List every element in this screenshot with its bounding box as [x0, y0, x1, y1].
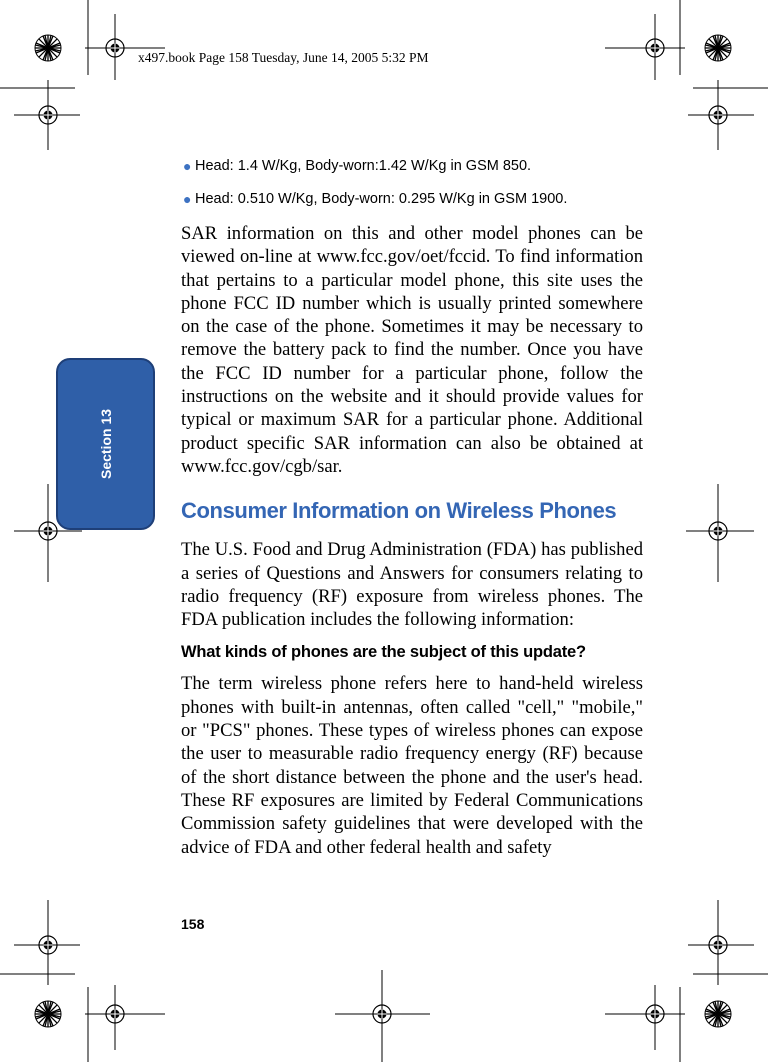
sar-bullet-gsm850 [181, 156, 643, 176]
bullet-text: Head: 1.4 W/Kg, Body-worn:1.42 W/Kg in GSM 850. [195, 158, 532, 174]
bullet-dot-icon: ● [183, 191, 192, 207]
sar-bullet-gsm1900 [181, 189, 643, 209]
page-number: 158 [181, 916, 205, 932]
print-header-stamp: x497.book Page 158 Tuesday, June 14, 2005 5:32 PM [138, 50, 429, 65]
wireless-phones-paragraph: The term wireless phone refers here to hand-held wireless phones with built-in antennas, often called "cell," "mobile," or "PCS" phones. These types of wireless phones can expose the user to measurable radio frequency energy (RF) because of the short distance between the phone and the user's head. These RF exposures are limited by Federal Communications Commission safety guidelines that were developed with the advice of FDA and other federal health and safety [181, 673, 643, 858]
sar-info-paragraph: SAR information on this and other model phones can be viewed on-line at www.fcc.gov/oet/fccid. To find information that pertains to a particular model phone, this site uses the phone FCC ID number which is usually printed somewhere on the case of the phone. Sometimes it may be necessary to remove the battery pack to find the number. Once you have the FCC ID number for a particular phone, follow the instructions on the website and it should provide values for typical or maximum SAR for a particular phone. Additional product specific SAR information can also be obtained at www.fcc.gov/cgb/sar. [181, 223, 643, 477]
section-tab [56, 358, 155, 530]
section-tab-label: Section 13 [97, 408, 114, 480]
bullet-dot-icon: ● [183, 158, 192, 174]
section-heading: Consumer Information on Wireless Phones [181, 498, 617, 524]
question-subheading: What kinds of phones are the subject of this update? [181, 643, 586, 662]
fda-paragraph: The U.S. Food and Drug Administration (FDA) has published a series of Questions and Answers for consumers relating to radio frequency (RF) exposure from wireless phones. The FDA publication includes the following information: [181, 539, 643, 631]
bullet-text: Head: 0.510 W/Kg, Body-worn: 0.295 W/Kg in GSM 1900. [195, 191, 568, 207]
page-content [181, 156, 643, 859]
